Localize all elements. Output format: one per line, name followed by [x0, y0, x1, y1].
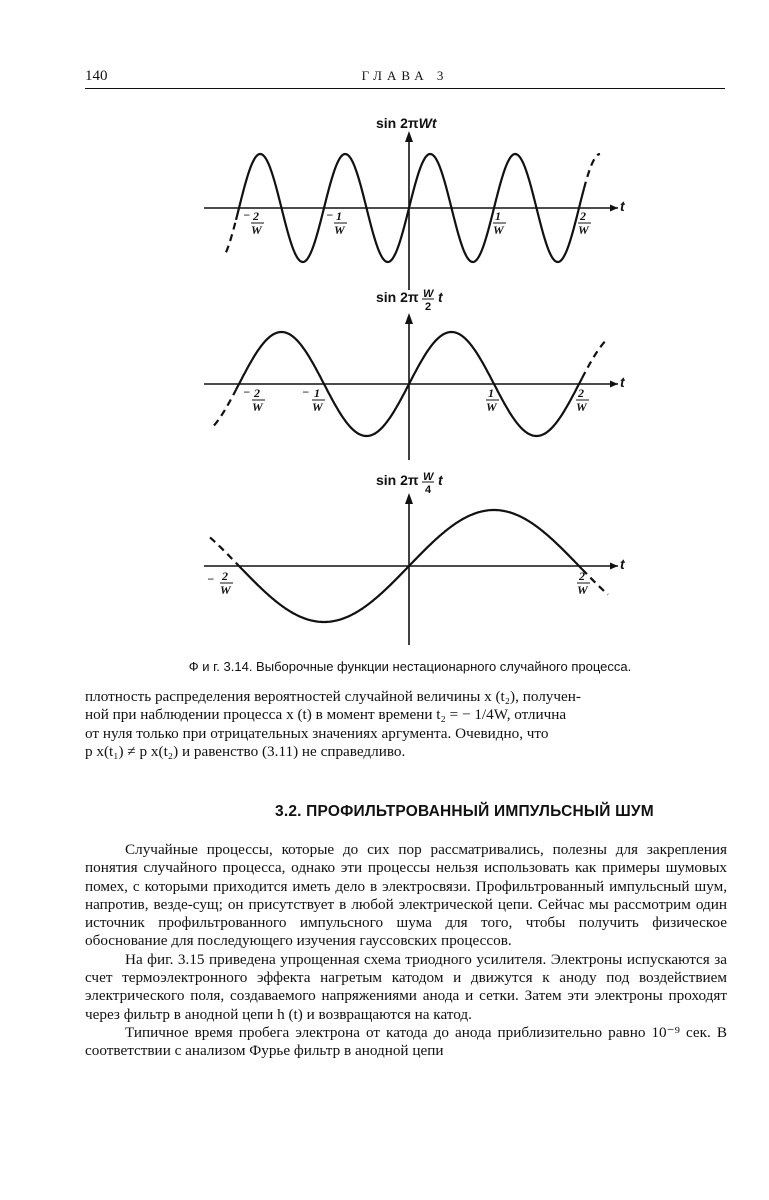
svg-text:2: 2	[578, 386, 584, 400]
body-text	[85, 841, 727, 1061]
svg-text:1: 1	[314, 386, 320, 400]
svg-text:W: W	[493, 223, 504, 237]
svg-text:2: 2	[254, 386, 260, 400]
frac-num: 2	[253, 209, 259, 223]
plot-2-ylabel: sin 2π	[376, 289, 419, 305]
plot-2	[204, 288, 626, 460]
page-number: 140	[85, 68, 108, 84]
paragraph-1-line-1: плотность распределения вероятностей случайной величины x (t₂), получен-	[85, 688, 581, 705]
svg-text:W: W	[220, 583, 231, 597]
running-head: ГЛАВА 3	[361, 68, 449, 83]
sine-curve-dashed-left	[210, 537, 236, 563]
svg-text:−: −	[302, 385, 310, 399]
paragraph-1-line-3: от нуля только при отрицательных значениях аргумента. Очевидно, что	[85, 724, 549, 742]
svg-text:1: 1	[336, 209, 342, 223]
svg-text:W: W	[578, 223, 589, 237]
svg-text:W: W	[423, 288, 434, 300]
svg-text:W: W	[252, 400, 263, 414]
plot-3-ylabel: sin 2π	[376, 472, 419, 488]
svg-text:W: W	[576, 400, 587, 414]
svg-text:t: t	[620, 374, 625, 390]
paragraph-3: На фиг. 3.15 приведена упрощенная схема триодного усилителя. Электроны испускаются за счет термоэлектронного эффекта нагретым катодом и движутся к аноду под воздействием электрического поля, создаваемого напряжениями анода и сетки. Затем эти электроны проходят через фильтр в анодной цепи h (t) и возвращаются на катод.	[85, 950, 727, 1023]
figure-caption: Ф и г. 3.14. Выборочные функции нестационарного случайного процесса.	[188, 659, 632, 674]
paragraph-1-line-4: p x(t₁) ≠ p x(t₂) и равенство (3.11) не справедливо.	[85, 742, 406, 760]
svg-text:−: −	[326, 208, 334, 222]
sine-curve-dashed-right	[582, 340, 606, 378]
y-axis-arrow	[405, 313, 413, 324]
t-label: t	[620, 198, 625, 214]
y-axis-arrow	[405, 131, 413, 142]
svg-text:2: 2	[222, 569, 228, 583]
svg-text:2: 2	[579, 569, 585, 583]
paragraph-1-line-2: ной при наблюдении процесса x (t) в момент времени t₂ = − 1/4W, отлична	[85, 706, 567, 724]
svg-text:2: 2	[580, 209, 586, 223]
sine-curve-dashed-left	[214, 390, 236, 426]
svg-text:W: W	[423, 471, 434, 483]
svg-text:W: W	[251, 223, 262, 237]
svg-text:t: t	[438, 289, 443, 305]
plot-1	[204, 115, 626, 290]
plot-3	[204, 471, 626, 645]
svg-text:1: 1	[495, 209, 501, 223]
plot-1-ylabel: sin 2πWt	[376, 115, 437, 131]
paragraph-2: Случайные процессы, которые до сих пор рассматривались, полезны для закрепления понятия случайного процесса, однако эти процессы нельзя использовать как примеры шумовых помех, с которыми приходится иметь дело в электросвязи. Профильтрованный импульсный шум, напротив, везде-сущ; он присутствует в любой электрической цепи. Сейчас мы рассмотрим один источник профильтрованного импульсного шума для того, чтобы получить физическое обоснование для последующего изучения гауссовских процессов.	[85, 841, 727, 950]
svg-text:t: t	[438, 472, 443, 488]
svg-text:W: W	[334, 223, 345, 237]
sine-curve-dashed-left	[226, 220, 236, 252]
paragraph-4: Типичное время пробега электрона от катода до анода приблизительно равно 10⁻⁹ сек. В соответствии с анализом Фурье фильтр в анодной цепи	[85, 1023, 727, 1060]
section-title: 3.2. ПРОФИЛЬТРОВАННЫЙ ИМПУЛЬСНЫЙ ШУМ	[275, 803, 654, 820]
svg-text:t: t	[620, 556, 625, 572]
svg-text:W: W	[312, 400, 323, 414]
svg-text:2: 2	[425, 301, 432, 313]
paragraph-1	[85, 688, 727, 761]
svg-text:1: 1	[488, 386, 494, 400]
svg-text:W: W	[577, 583, 588, 597]
svg-text:−: −	[243, 385, 251, 399]
y-axis-arrow	[405, 493, 413, 504]
sine-curve-dashed-right	[584, 154, 600, 189]
x-axis-arrow	[610, 205, 618, 212]
x-axis-arrow	[610, 381, 618, 388]
x-axis-arrow	[610, 563, 618, 570]
svg-text:W: W	[486, 400, 497, 414]
svg-text:4: 4	[425, 484, 432, 496]
label-neg2W: −	[243, 208, 251, 222]
svg-text:−: −	[207, 572, 215, 586]
